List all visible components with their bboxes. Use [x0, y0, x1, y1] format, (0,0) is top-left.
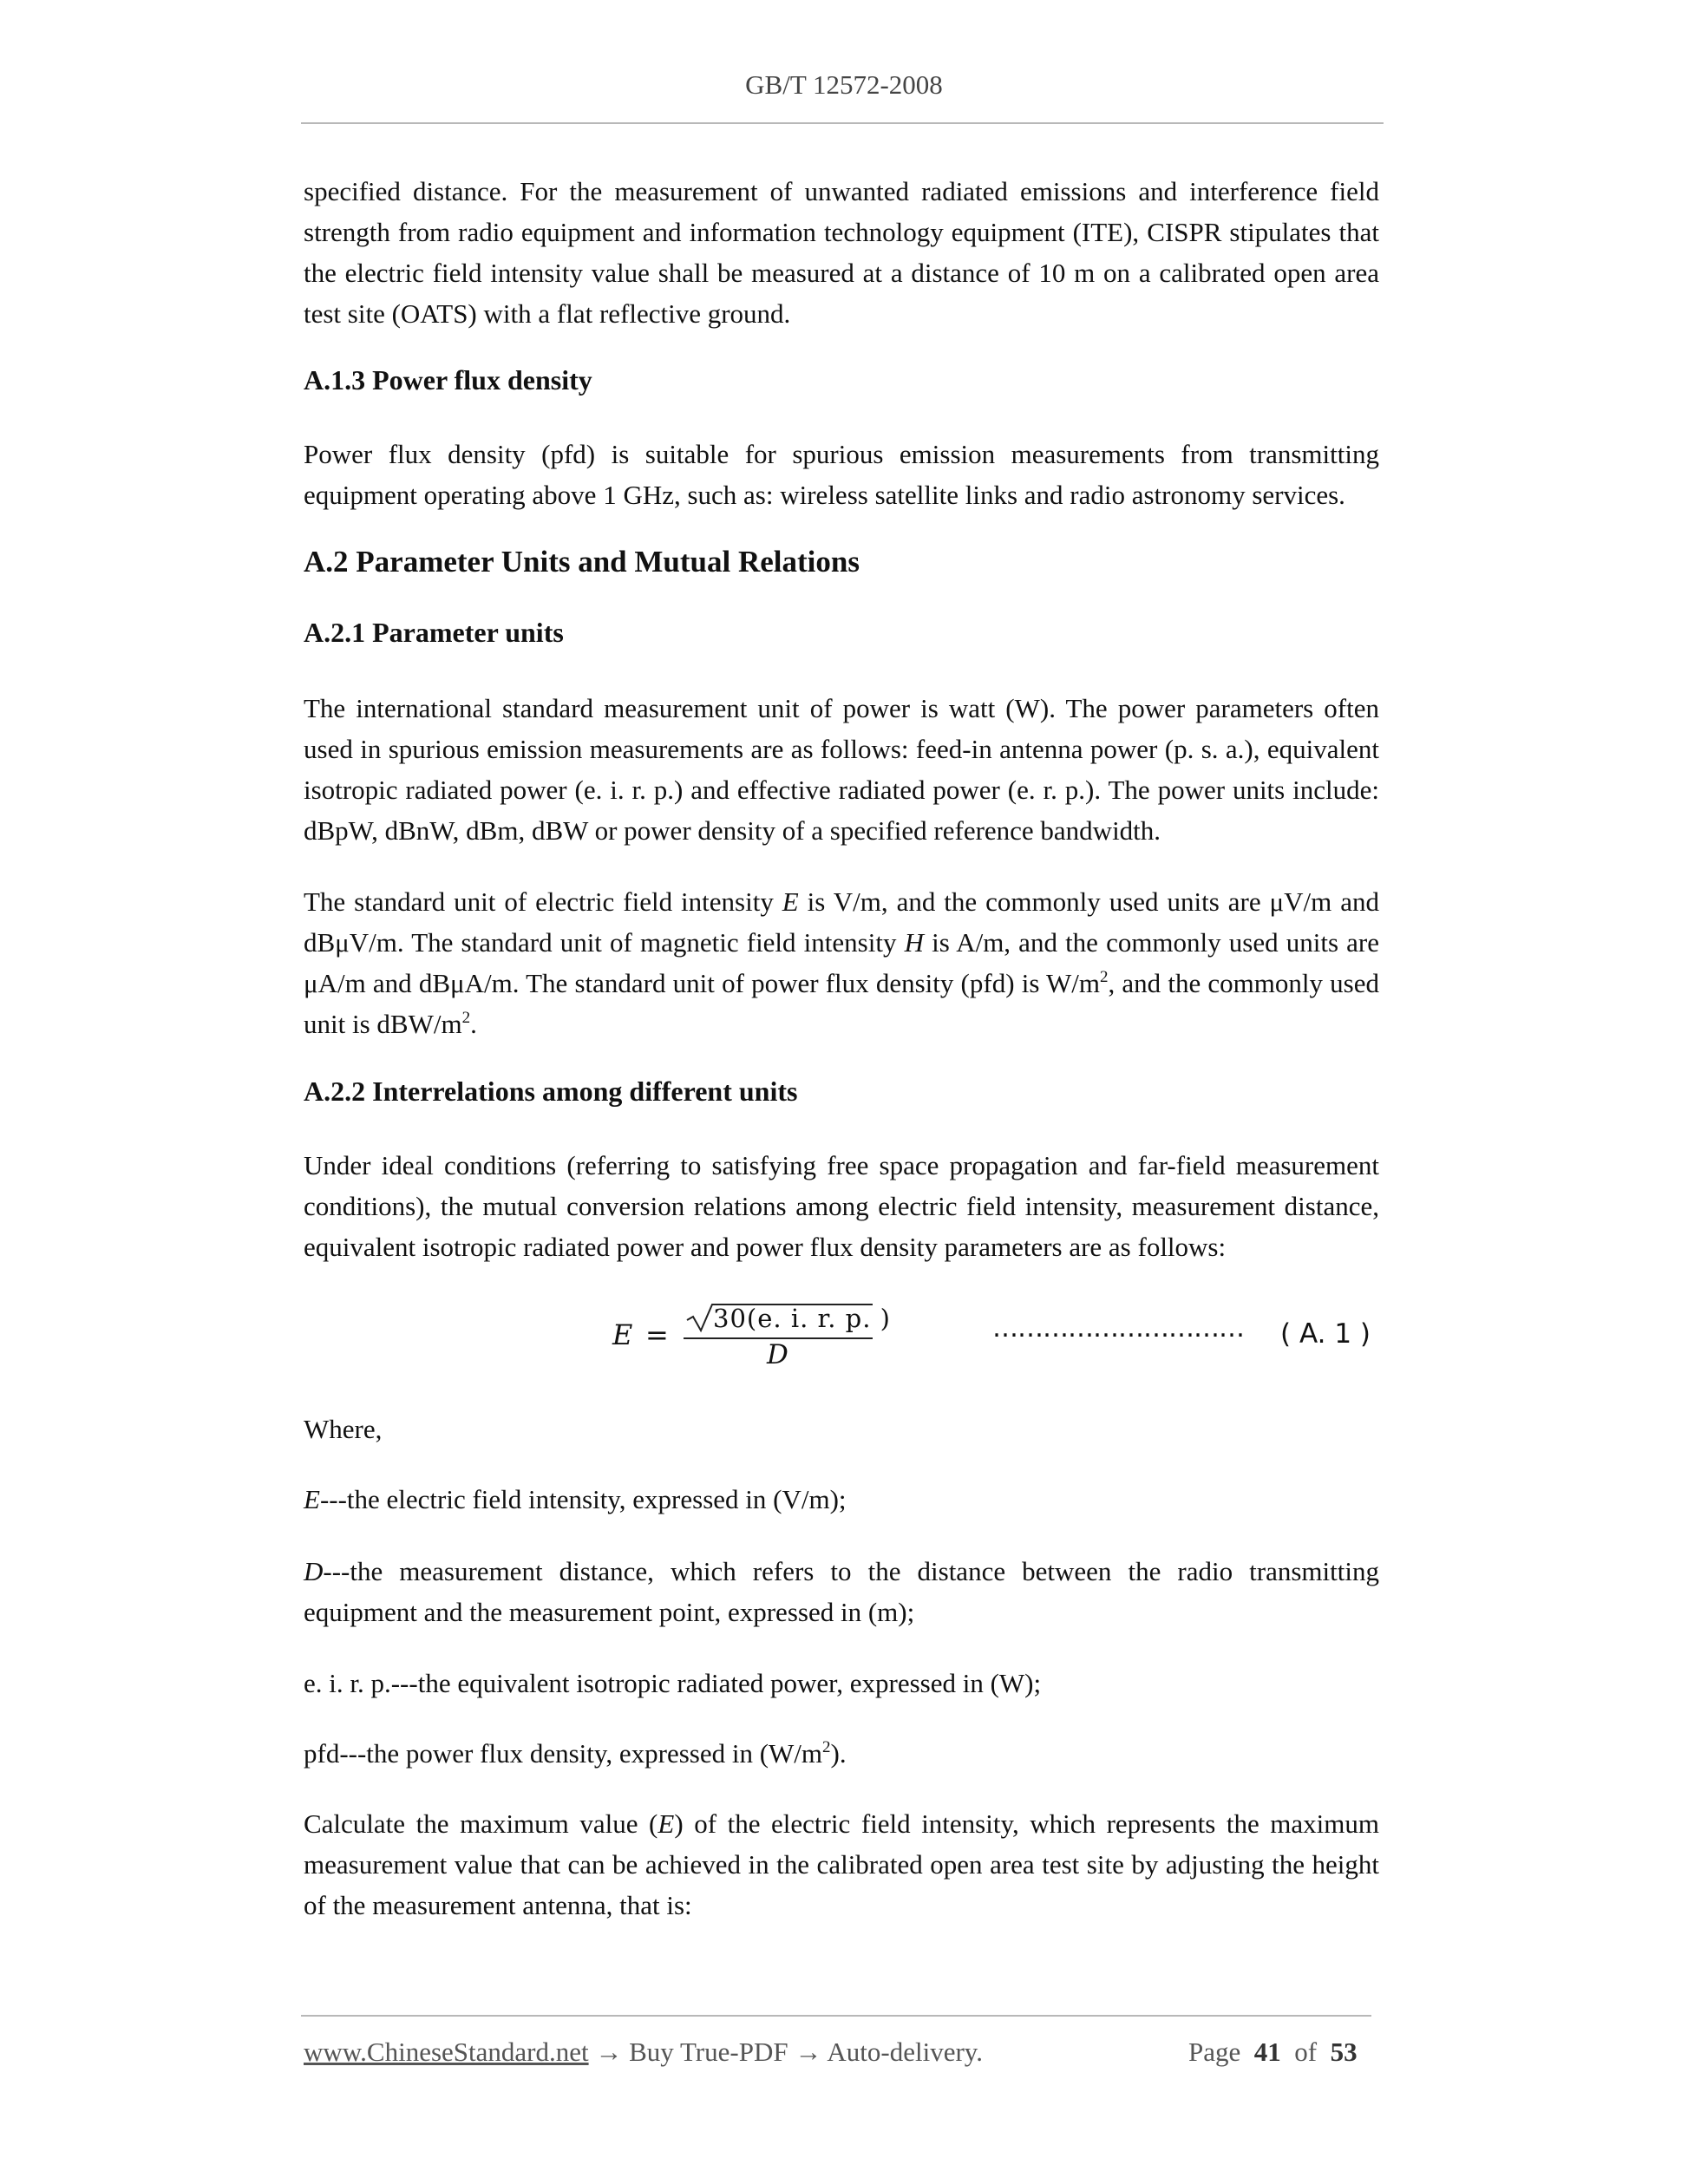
text: ).: [830, 1738, 847, 1769]
heading-a-2: A.2 Parameter Units and Mutual Relations: [304, 545, 860, 579]
where-label: Where,: [304, 1414, 383, 1444]
formula-fraction: [684, 1301, 891, 1372]
document-header-title: GB/T 12572-2008: [745, 69, 943, 100]
paragraph-ideal-conditions: Under ideal conditions (referring to satisfying free space propagation and far-field measurement conditions), the mutual conversion relations among electric field intensity, measurement distance, equivalent isotropic radiated power and power flux density parameters are as follows:: [304, 1150, 1379, 1262]
of-label: of: [1294, 2037, 1318, 2067]
total-pages: 53: [1330, 2037, 1358, 2067]
text: The standard unit of electric field intensity: [304, 886, 782, 917]
formula-numerator: 30(e. i. r. p. ): [713, 1304, 891, 1333]
footer-promo: [304, 2037, 983, 2068]
text: ---the electric field intensity, expressed in (V/m);: [319, 1484, 847, 1514]
formula-a-1: [607, 1301, 1388, 1370]
page-indicator: [1188, 2037, 1358, 2068]
paragraph-field-units: [304, 881, 1379, 1044]
paragraph-maximum-value: [304, 1803, 1379, 1926]
chinesestandard-link[interactable]: www.ChineseStandard.net: [304, 2037, 589, 2067]
formula-equals: =: [645, 1318, 669, 1351]
symbol-h: H: [904, 927, 924, 958]
text: is V/m, and the commonly used units are μV/m and dBμV/m. The standard unit of magnetic field intensity: [304, 886, 1379, 958]
superscript: 2: [461, 1009, 471, 1027]
symbol-e: E: [304, 1484, 320, 1514]
text: ---the measurement distance, which refers to the distance between the radio transmitting equipment and the measurement point, expressed in (m);: [304, 1556, 1379, 1627]
superscript: 2: [822, 1738, 831, 1756]
superscript: 2: [1099, 968, 1109, 986]
definition-pfd: [304, 1733, 1379, 1774]
formula-denominator: D: [767, 1339, 788, 1370]
formula-number: ( A. 1 ): [1280, 1318, 1371, 1350]
paragraph-power-flux-density: Power flux density (pfd) is suitable for spurious emission measurements from transmitting equipment operating above 1 GHz, such as: wireless satellite links and radio astronomy services.: [304, 439, 1379, 510]
page-label: Page: [1188, 2037, 1241, 2067]
text: ) of the electric field intensity, which represents the maximum measurement value that can be achieved in the calibrated open area test site by adjusting the height of the measurement antenna, that is:: [304, 1808, 1379, 1920]
text: Calculate the maximum value (: [304, 1808, 658, 1839]
definition-d: [304, 1551, 1379, 1632]
definition-e: [304, 1479, 1379, 1520]
heading-a-2-1: A.2.1 Parameter units: [304, 617, 564, 648]
symbol-e: E: [658, 1808, 675, 1839]
page-number: 41: [1253, 2037, 1281, 2067]
definition-eirp: e. i. r. p.---the equivalent isotropic radiated power, expressed in (W);: [304, 1668, 1042, 1698]
text: .: [470, 1009, 477, 1039]
heading-a-1-3: A.1.3 Power flux density: [304, 364, 592, 396]
symbol-e: E: [782, 886, 799, 917]
arrow: →: [588, 2037, 630, 2067]
text: pfd---the power flux density, expressed in (W/m: [304, 1738, 823, 1769]
paragraph-oats: specified distance. For the measurement of unwanted radiated emissions and interference field strength from radio equipment and information technology equipment (ITE), CISPR stipulates that the electric field intensity value shall be measured at a distance of 10 m on a calibrated open area test site (OATS) with a flat reflective ground.: [304, 176, 1379, 329]
text: is A/m, and the commonly used units are μA/m and dBμA/m. The standard unit of power flux density (pfd) is W/m: [304, 927, 1379, 998]
heading-a-2-2: A.2.2 Interrelations among different units: [304, 1076, 798, 1107]
footer-divider: [301, 2015, 1371, 2017]
symbol-d: D: [304, 1556, 324, 1586]
arrow: →: [788, 2037, 828, 2067]
header-divider: [301, 122, 1384, 124]
text: , and the commonly used unit is dBW/m: [304, 968, 1379, 1039]
delivery-text: Auto-delivery.: [827, 2037, 984, 2067]
paragraph-power-units: The international standard measurement unit of power is watt (W). The power parameters often used in spurious emission measurements are as follows: feed-in antenna power (p. s. a.), equivalent isotropic radiated power (e. i. r. p.) and effective radiated power (e. r. p.). The power units include: dBpW, dBnW, dBm, dBW or power density of a specified reference bandwidth.: [304, 693, 1379, 846]
buy-text: Buy True-PDF: [629, 2037, 788, 2067]
formula-lhs: E: [612, 1318, 633, 1351]
formula-leader-dots: …………………………: [992, 1313, 1244, 1344]
